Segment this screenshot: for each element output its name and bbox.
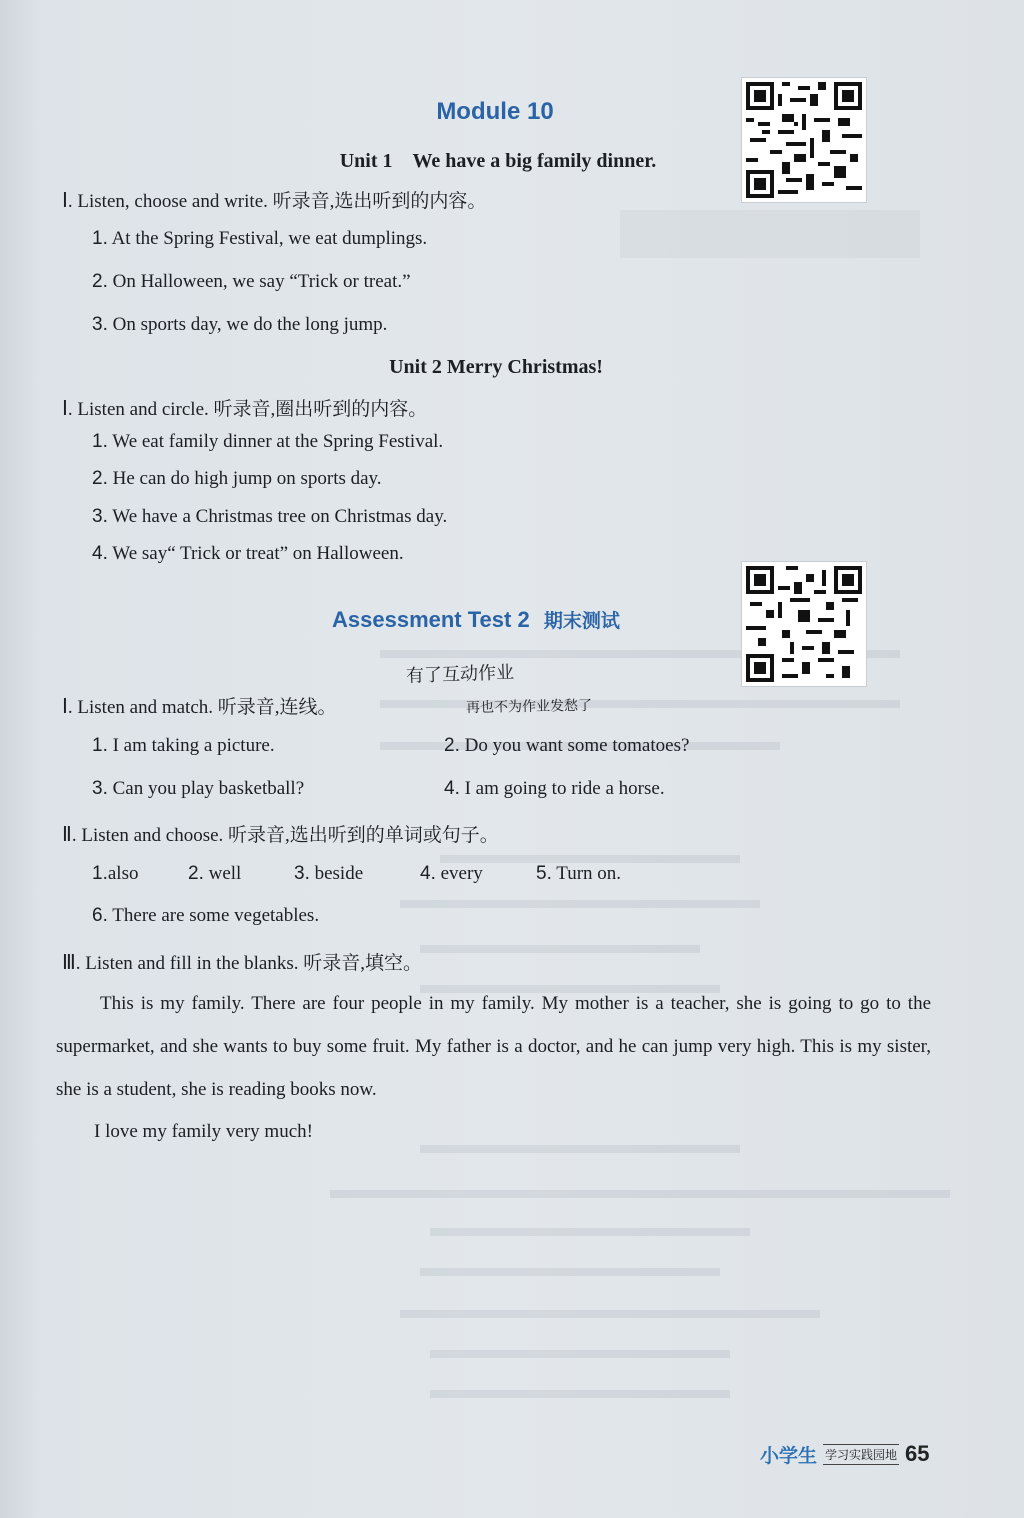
handwritten-note-2: 再也不为作业发愁了 [465,697,593,717]
item-text: We have a Christmas tree on Christmas day. [112,506,448,527]
module-title: Module 10 [436,98,554,125]
item-number: 2. [92,271,108,292]
item-text: We say“ Trick or treat” on Halloween. [112,543,404,564]
passage-closing: I love my family very much! [94,1121,313,1142]
item-number: 5. [536,863,552,884]
list-item [444,735,689,757]
section-instruction: . Listen and circle. 听录音,圈出听到的内容。 [67,399,428,420]
item-number: 4. [420,863,436,884]
assessment-section2-heading [62,820,499,847]
section-instruction: . Listen and fill in the blanks. 听录音,填空。 [75,953,422,974]
list-item [92,735,275,757]
qr-code-assessment [742,562,866,686]
handwritten-note-1: 有了互动作业 [405,662,515,687]
section-instruction: . Listen and match. 听录音,连线。 [67,697,337,718]
item-text: Can you play basketball? [112,778,305,799]
item-number: 2. [92,468,108,489]
page-number: 65 [905,1441,930,1466]
item-text: He can do high jump on sports day. [112,468,382,489]
item-text: every [440,863,483,884]
item-text: There are some vegetables. [112,905,320,926]
section-number: Ⅰ [62,398,68,420]
item-number: 3. [92,314,108,335]
list-item [92,271,411,293]
item-number: 3. [92,506,108,527]
section-number: Ⅰ [62,190,68,212]
item-number: 3. [92,778,108,799]
list-item [92,543,404,565]
list-item [420,863,483,885]
item-text: beside [314,863,364,884]
unit1-section-heading [62,186,486,213]
list-item [92,778,304,800]
assessment-title-cn: 期末测试 [543,611,620,632]
footer-subtitle: 学习实践园地 [823,1444,899,1465]
list-item [92,431,443,453]
item-text: On sports day, we do the long jump. [112,314,388,335]
section-instruction: . Listen and choose. 听录音,选出听到的单词或句子。 [71,825,499,846]
item-number: 1. [92,228,108,249]
item-number: 6. [92,905,108,926]
list-item [188,863,241,885]
footer-logo [760,1440,930,1468]
passage-paragraph: This is my family. There are four people in my family. My mother is a teacher, she is going to go to the supermarket, and she wants to buy some fruit. My father is a doctor, and he can jump very high. This is my sister, she is a student, she is reading books now. [56,993,931,1100]
list-item [92,468,382,490]
item-number: 1. [92,431,108,452]
assessment-title-row [332,606,620,633]
item-text: I am going to ride a horse. [464,778,665,799]
item-number: 1. [92,863,108,884]
unit2-section-heading [62,394,427,421]
list-item [294,863,363,885]
list-item [92,905,319,927]
item-text: Do you want some tomatoes? [464,735,690,756]
assessment-section1-heading [62,692,337,719]
item-number: 4. [444,778,460,799]
item-text: I am taking a picture. [112,735,275,756]
unit2-title: Unit 2 Merry Christmas! [389,356,603,378]
list-item [536,863,621,885]
item-number: 2. [444,735,460,756]
item-number: 2. [188,863,204,884]
assessment-section3-heading [62,948,422,975]
item-text: On Halloween, we say “Trick or treat.” [112,271,411,292]
qr-code-top [742,78,866,202]
section-number: Ⅱ [62,824,72,846]
unit1-title: Unit 1 We have a big family dinner. [339,150,657,172]
list-item [92,506,447,528]
list-item [92,228,427,250]
item-text: At the Spring Festival, we eat dumplings. [111,228,428,249]
item-number: 3. [294,863,310,884]
list-item [92,863,138,885]
footer-brand: 小学生 [760,1444,818,1467]
list-item [444,778,665,800]
section-number: Ⅰ [62,696,68,718]
item-text: also [107,863,139,884]
item-number: 4. [92,543,108,564]
item-number: 1. [92,735,108,756]
item-text: We eat family dinner at the Spring Festival. [112,431,444,452]
assessment-title: Assessment Test 2 [332,607,530,632]
section-number: Ⅲ [62,952,76,974]
item-text: Turn on. [556,863,622,884]
section-instruction: . Listen, choose and write. 听录音,选出听到的内容。 [67,191,487,212]
list-item [92,314,387,336]
item-text: well [208,863,242,884]
